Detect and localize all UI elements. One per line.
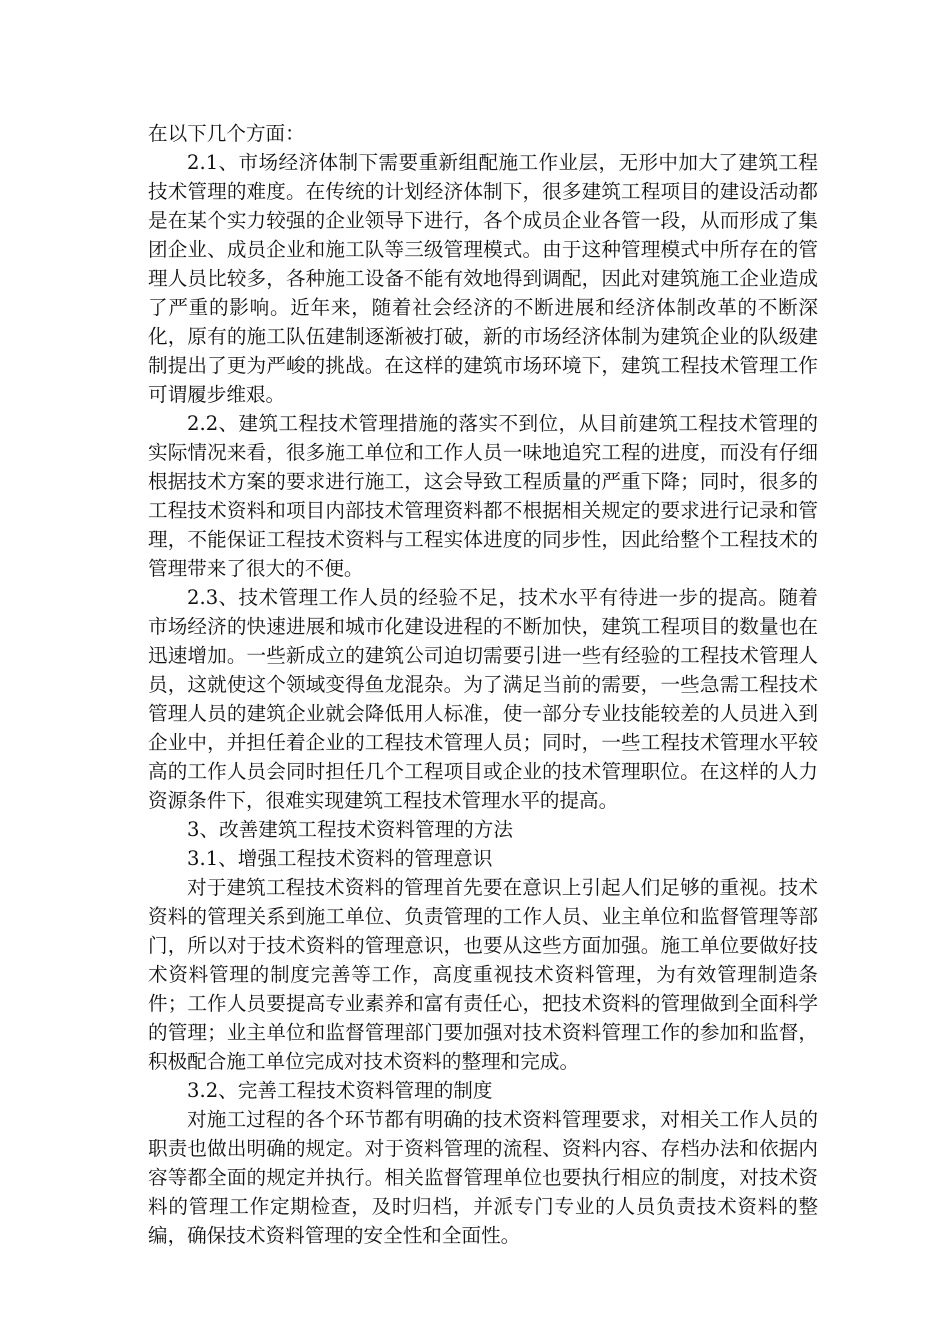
paragraph-3-2-body: 对施工过程的各个环节都有明确的技术资料管理要求，对相关工作人员的职责也做出明确的规定。对于资料管理的流程、资料内容、存档办法和依据内容等都全面的规定并执行。相关监督管理单位也要执行相应的制度，对技术资料的管理工作定期检查，及时归档，并派专门专业的人员负责技术资料的整编，确保技术资料管理的安全性和全面性。	[148, 1108, 818, 1247]
paragraph-2-3: 2.3、技术管理工作人员的经验不足，技术水平有待进一步的提高。随着市场经济的快速进展和城市化建设进程的不断加快，建筑工程项目的数量也在迅速增加。一些新成立的建筑公司迫切需要引进一些有经验的工程技术管理人员，这就使这个领域变得鱼龙混杂。为了满足当前的需要，一些急需工程技术管理人员的建筑企业就会降低用人标准，使一部分专业技能较差的人员进入到企业中，并担任着企业的工程技术管理人员；同时，一些工程技术管理水平较高的工作人员会同时担任几个工程项目或企业的技术管理职位。在这样的人力资源条件下，很难实现建筑工程技术管理水平的提高。	[148, 586, 818, 812]
paragraph-3-1-body: 对于建筑工程技术资料的管理首先要在意识上引起人们足够的重视。技术资料的管理关系到施工单位、负责管理的工作人员、业主单位和监督管理等部门，所以对于技术资料的管理意识，也要从这些方面加强。施工单位要做好技术资料管理的制度完善等工作，高度重视技术资料管理，为有效管理制造条件；工作人员要提高专业素养和富有责任心，把技术资料的管理做到全面科学的管理；业主单位和监督管理部门要加强对技术资料管理工作的参加和监督，积极配合施工单位完成对技术资料的整理和完成。	[148, 876, 818, 1073]
subsection-heading-3-1: 3.1、增强工程技术资料的管理意识	[187, 847, 493, 870]
paragraph-intro: 在以下几个方面：	[148, 122, 305, 145]
section-heading-3: 3、改善建筑工程技术资料管理的方法	[187, 818, 513, 841]
document-body	[148, 119, 818, 1250]
paragraph-2-1: 2.1、市场经济体制下需要重新组配施工作业层，无形中加大了建筑工程技术管理的难度。在传统的计划经济体制下，很多建筑工程项目的建设活动都是在某个实力较强的企业领导下进行，各个成员企业各管一段，从而形成了集团企业、成员企业和施工队等三级管理模式。由于这种管理模式中所存在的管理人员比较多，各种施工设备不能有效地得到调配，因此对建筑施工企业造成了严重的影响。近年来，随着社会经济的不断进展和经济体制改革的不断深化，原有的施工队伍建制逐渐被打破，新的市场经济体制为建筑企业的队级建制提出了更为严峻的挑战。在这样的建筑市场环境下，建筑工程技术管理工作可谓履步维艰。	[148, 151, 818, 406]
subsection-heading-3-2: 3.2、完善工程技术资料管理的制度	[187, 1079, 493, 1102]
paragraph-2-2: 2.2、建筑工程技术管理措施的落实不到位，从目前建筑工程技术管理的实际情况来看，很多施工单位和工作人员一味地追究工程的进度，而没有仔细根据技术方案的要求进行施工，这会导致工程质量的严重下降；同时，很多的工程技术资料和项目内部技术管理资料都不根据相关规定的要求进行记录和管理，不能保证工程技术资料与工程实体进度的同步性，因此给整个工程技术的管理带来了很大的不便。	[148, 412, 818, 580]
